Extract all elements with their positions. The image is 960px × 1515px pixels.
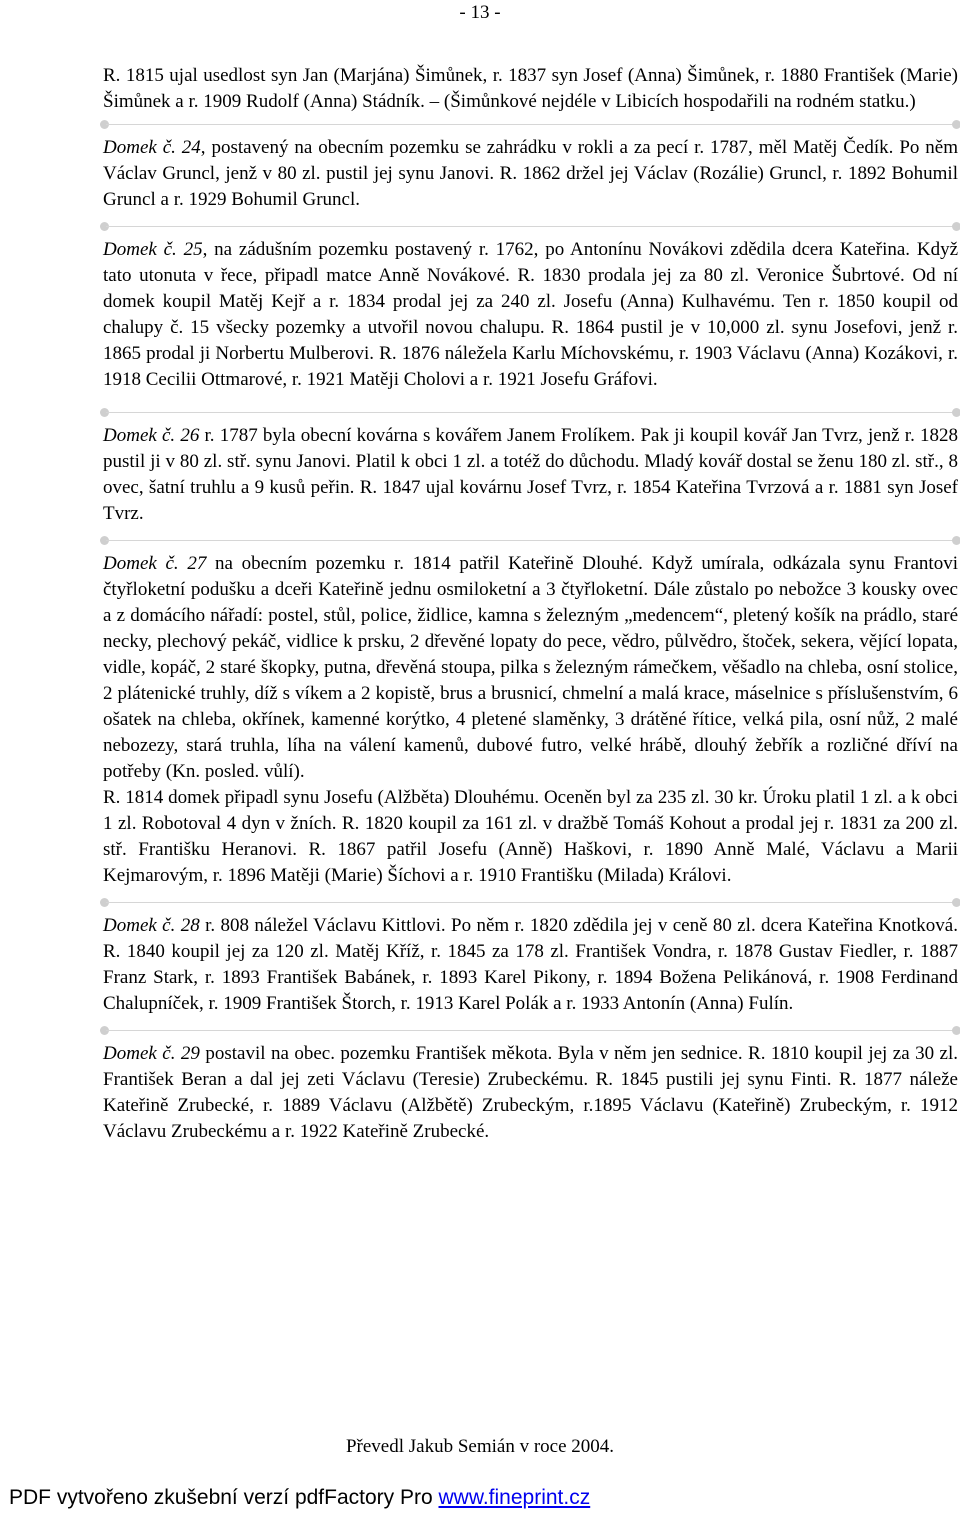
section-divider xyxy=(100,403,960,423)
paragraph-domek-24 xyxy=(103,135,958,213)
page-number: - 13 - xyxy=(459,2,501,23)
house-heading: Domek č. 29 xyxy=(103,1043,200,1064)
fineprint-link[interactable]: www.fineprint.cz xyxy=(438,1486,591,1509)
paragraph-text: , postavený na obecním pozemku se zahrádku v rokli a za pecí r. 1787, měl Matěj Čedík. Po něm Václav Gruncl, jenž v 80 zl. pustil jej synu Janovi. R. 1862 držel jej Václav (Rozálie) Gruncl, r. 1892 Bohumil Gruncl a r. 1929 Bohumil Gruncl. xyxy=(103,137,959,210)
paragraph-text: postavil na obec. pozemku František měkota. Byla v něm jen sednice. R. 1810 koupil jej za 30 zl. František Beran a dal jej zeti Václavu (Teresie) Zrubeckému. R. 1845 pustili jej synu Finti. R. 1877 náleže Kateřině Zrubecké, r. 1889 Václavu (Alžbětě) Zrubeckým, r.1895 Václavu (Kateřině) Zrubeckým, r. 1912 Václavu Zrubeckému a r. 1922 Kateřině Zrubecké. xyxy=(103,1043,958,1142)
section-divider xyxy=(100,893,960,913)
paragraph-intro: R. 1815 ujal usedlost syn Jan (Marjána) Šimůnek, r. 1837 syn Josef (Anna) Šimůnek, r. 1880 František (Marie) Šimůnek a r. 1909 Rudolf (Anna) Stádník. – (Šimůnkové nejdéle v Libicích hospodařili na rodném statku.) xyxy=(103,65,958,112)
section-divider xyxy=(100,115,960,135)
paragraph-domek-27-continued: R. 1814 domek připadl synu Josefu (Alžběta) Dlouhému. Oceněn byl za 235 zl. 30 kr. Úroku platil 1 zl. a k obci 1 zl. Robotoval 4 dyn v žních. R. 1820 koupil za 161 zl. v dražbě Tomáš Kohout a prodal jej r. 1831 za 200 zl. stř. Františku Heranovi. R. 1867 patřil Josefu (Anně) Haškovi, r. 1890 Anně Malé, Václavu a Marii Kejmarovým, r. 1896 Matěji (Marie) Šíchovi a r. 1910 Františku (Milada) Královi. xyxy=(103,787,958,886)
house-heading: Domek č. 26 xyxy=(103,425,200,446)
paragraph-text: , na zádušním pozemku postavený r. 1762, po Antonínu Novákovi zdědila dcera Kateřina. Když tato utonuta v řece, připadl matce Anně Novákové. R. 1830 prodala jej za 80 zl. Veronice Šubrtové. Od ní domek koupil Matěj Kejř a r. 1834 prodal jej za 240 zl. Josefu (Anna) Kulhavému. Ten r. 1850 koupil od chalupy č. 15 všecky pozemky a utvořil novou chalupu. R. 1864 pustil je v 10,000 zl. synu Josefovi, jenž r. 1865 prodal ji Norbertu Mulberovi. R. 1876 náležela Karlu Míchovskému, r. 1903 Václavu (Anna) Kozákovi, r. 1918 Cecilii Ottmarové, r. 1921 Matěji Cholovi a r. 1921 Josefu Gráfovi. xyxy=(103,239,958,390)
section-divider xyxy=(100,217,960,237)
house-heading: Domek č. 27 xyxy=(103,553,207,574)
section-divider xyxy=(100,531,960,551)
house-heading: Domek č. 28 xyxy=(103,915,200,936)
house-heading: Domek č. 24 xyxy=(103,137,201,158)
paragraph-text: r. 808 náležel Václavu Kittlovi. Po něm r. 1820 zdědila jej v ceně 80 zl. dcera Kateřina Knotková. R. 1840 koupil jej za 120 zl. Matěj Kříž, r. 1845 za 178 zl. František Vondra, r. 1878 Gustav Fiedler, r. 1887 Franz Stark, r. 1893 František Babánek, r. 1893 Karel Pikony, r. 1894 Božena Pelikánová, r. 1908 Ferdinand Chalupníček, r. 1909 František Štorch, r. 1913 Karel Polák a r. 1933 Antonín (Anna) Fulín. xyxy=(103,915,958,1014)
section-divider xyxy=(100,1021,960,1041)
paragraph-text: na obecním pozemku r. 1814 patřil Kateřině Dlouhé. Když umírala, odkázala synu Frantovi čtyřloketní podušku a dceři Kateřině jednu osmiloketní a 3 čtyřloketní. Dále zůstalo po nebožce 3 kousky ovec a z domácího nářadí: postel, stůl, police, židlice, kamna s železným „medencem“, pletený košík na prádlo, staré necky, plechový pekáč, vidlice k prsku, 2 dřevěné lopaty do pece, vědro, půlvědro, štoček, sekera, vějící lopata, vidle, kopáč, 2 staré škopky, putna, dřevěná stoupa, pilka s železným rámečkem, věšadlo na chleba, osní stolice, 2 plátenické truhly, díž s víkem a 2 kopistě, brus a brusnicí, chmelní a malá krace, máselnice s příslušenstvím, 6 ošatek na chleba, okřínek, kamenné korýtko, 4 pletené slaměnky, 3 drátěné řítice, velká pila, osní nůž, 2 malé nebozezy, stará truhla, líha na válení kamenů, dubové futro, velké hrábě, dlouhý žebřík a rozličné dříví na potřeby (Kn. posled. vůlí). xyxy=(103,553,958,782)
paragraph-domek-26 xyxy=(103,423,958,527)
paragraph-domek-27 xyxy=(103,551,958,785)
paragraph-domek-29 xyxy=(103,1041,958,1145)
paragraph-text: r. 1787 byla obecní kovárna s kovářem Janem Frolíkem. Pak ji koupil kovář Jan Tvrz, jenž r. 1828 pustil ji v 80 zl. stř. synu Janovi. Platil k obci 1 zl. a totéž do důchodu. Mladý kovář dostal se ženu 180 zl. stř., 8 ovec, šatní truhlu a 9 kusů peřin. R. 1847 ujal kovárnu Josef Tvrz, r. 1854 Kateřina Tvrzová a r. 1881 syn Josef Tvrz. xyxy=(103,425,958,524)
paragraph-domek-28 xyxy=(103,913,958,1017)
document-body xyxy=(103,63,958,1145)
pdf-notice-text: PDF vytvořeno zkušební verzí pdfFactory Pro xyxy=(9,1486,439,1509)
pdf-notice xyxy=(9,1486,590,1510)
house-heading: Domek č. 25 xyxy=(103,239,203,260)
translator-note: Převedl Jakub Semián v roce 2004. xyxy=(345,1436,615,1457)
paragraph-domek-25 xyxy=(103,237,958,393)
